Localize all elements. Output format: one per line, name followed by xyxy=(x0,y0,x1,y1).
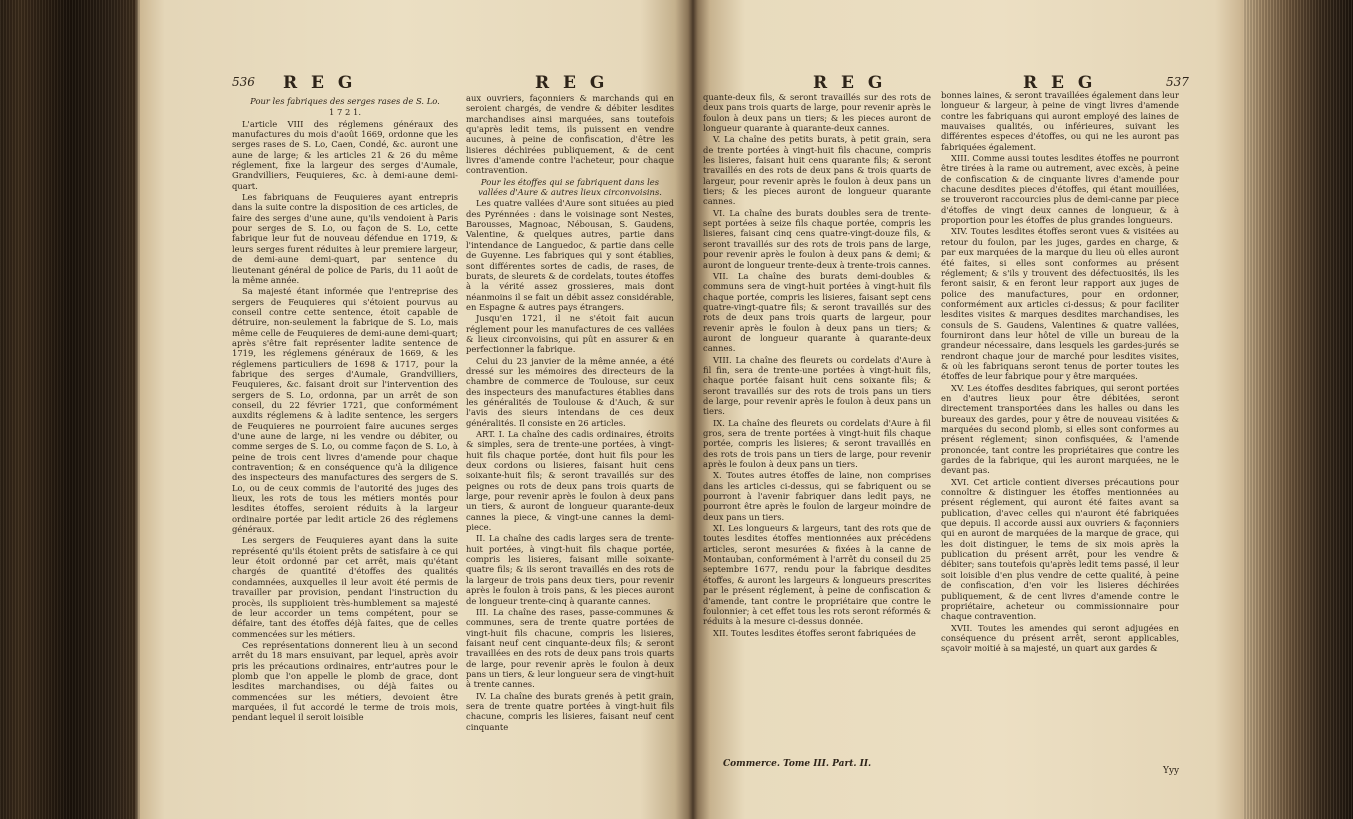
right-page-column-2 xyxy=(941,90,1179,768)
running-head-right-col2: R E G xyxy=(1023,73,1097,93)
page-number-left: 536 xyxy=(232,75,255,89)
paragraph: VIII. La chaîne des fleurets ou cordelats d'Aure à fil fin, sera de trente-une portées à vingt-huit fils, chaque portée faisant huit cens soixante fils; & seront travaillés sur des rots de trois pans un tiers de large, pour revenir après le foulon à deux pans un tiers. xyxy=(703,354,931,417)
paragraph: XVI. Cet article contient diverses précautions pour connoître & distinguer les étoffes mentionnées au présent réglement, qui auront été faites avant sa publication, d'avec celles qui n'auront été fabriquées que depuis. Il accorde aussi aux ouvriers & façonniers qui en auront de marquées de la marque de grace, qui les doit distinguer, le tems de six mois après la publication du présent arrêt, pour les vendre & débiter; sans toutefois qu'après ledit tems passé, il leur soit loisible d'en plus vendre de cette qualité, à peine de confiscation, d'en voir les lisieres déchirées publiquement, & de cent livres d'amende contre le propriétaire, acheteur ou commissionnaire pour chaque contravention. xyxy=(941,476,1179,622)
paragraph: Sa majesté étant informée que l'entreprise des sergers de Feuquieres qui s'étoient pourvus au conseil contre cette sentence, étoit capable de détruire, non-seulement la fabrique de S. Lo, mais même celle de Feuquieres de demi-aune demi-quart; après s'être fait représenter ladite sentence de 1719, les réglemens généraux de 1669, & les réglemens particuliers de 1698 & 1717, pour la fabrique des serges d'Aumale, Grandvilliers, Feuquieres, &c. faisant droit sur l'intervention des sergers de S. Lo, ordonna, par un arrêt de son conseil, du 22 février 1721, que conformément auxdits réglemens & à ladite sentence, les sergers de Feuquieres ne pourroient faire aucunes serges d'une aune de large, ni les vendre ou débiter, ou comme serges de S. Lo, ou comme façon de S. Lo, à peine de trois cent livres d'amende pour chaque contravention; & en conséquence qu'à la diligence des inspecteurs des manufactures des sergers de S. Lo, ou de ceux commis de l'autorité des juges des lieux, les rots de tous les métiers montés pour lesdites étoffes, seroient réduits à la largeur ordinaire portée par ledit article 26 des réglemens généraux. xyxy=(232,286,458,535)
signature-mark: Yyy xyxy=(1163,766,1180,776)
running-head-left-col2: R E G xyxy=(535,73,609,93)
paragraph: Celui du 23 janvier de la même année, a été dressé sur les mémoires des directeurs de la chambre de commerce de Toulouse, sur ceux des inspecteurs des manufactures établies dans les généralités de Toulouse & d'Auch, & sur l'avis des sieurs intendans de ces deux généralités. Il consiste en 26 articles. xyxy=(466,355,674,428)
paragraph: IX. La chaîne des fleurets ou cordelats d'Aure à fil gros, sera de trente portées à vingt-huit fils chaque portée, compris les lisieres; & seront travaillés en des rots de trois pans un tiers de large, pour revenir après le foulon à deux pans un tiers. xyxy=(703,417,931,470)
paragraph: VI. La chaîne des burats doubles sera de trente-sept portées à seize fils chaque portée, compris les lisieres, faisant cinq cens quatre-vingt-douze fils, & seront travaillés sur des rots de trois pans de large, pour revenir après le foulon à deux pans & demi; & auront de longueur trente-deux à trente-trois cannes. xyxy=(703,207,931,270)
paragraph: III. La chaîne des rases, passe-communes & communes, sera de trente quatre portées de vingt-huit fils chacune, compris les lisieres, faisant neuf cent cinquante-deux fils; & seront travaillées en des rots de deux pans trois quarts de large, pour revenir après le foulon à deux pans un tiers, & leur longueur sera de vingt-huit à trente cannes. xyxy=(466,606,674,690)
paragraph: bonnes laines, & seront travaillées également dans leur longueur & largeur, à peine de vingt livres d'amende contre les fabriquans qui auront employé des laines de mauvaises qualités, ou inférieures, suivant les différentes especes d'étoffes, ou qui ne les auront pas fabriquées également. xyxy=(941,90,1179,152)
paragraph: VII. La chaîne des burats demi-doubles & communs sera de vingt-huit portées à vingt-huit fils chaque portée, compris les lisieres, faisant sept cens quatre-vingt-quatre fils; & seront travaillés sur des rots de deux pans trois quarts de largeur, pour revenir après le foulon à deux pans un tiers; & auront de longueur quarante à quarante-deux cannes. xyxy=(703,270,931,354)
paragraph: ART. I. La chaîne des cadis ordinaires, étroits & simples, sera de trente-une portées, à vingt-huit fils chaque portée, dont huit fils pour les deux cordons ou lisieres, faisant huit cens soixante-huit fils; & seront travaillés sur des peignes ou rots de deux pans trois quarts de large, pour revenir après le foulon à deux pans un tiers, & auront de longueur quarante-deux cannes la piece, & vingt-une cannes la demi-piece. xyxy=(466,429,674,533)
paragraph: XV. Les étoffes desdites fabriques, qui seront portées en d'autres lieux pour être débitées, seront directement transportées dans les halles ou dans les bureaux des gardes, pour y être de nouveau visitées & marquées du second plomb, si elles sont conformes au présent réglement; sinon confisquées, & l'amende prononcée, tant contre les propriétaires que contre les gardes de la fabrique, qui les auront marquées, ne le devant pas. xyxy=(941,382,1179,476)
paragraph: XII. Toutes lesdites étoffes seront fabriquées de xyxy=(713,627,916,638)
paragraph: Pour les étoffes qui se fabriquent dans les vallées d'Aure & autres lieux circonvoisins. xyxy=(478,176,662,198)
paragraph: quante-deux fils, & seront travaillés sur des rots de deux pans trois quarts de large, pour revenir après le foulon à deux pans un tiers; & les pieces auront de longueur quarante à quarante-deux cannes. xyxy=(703,92,931,134)
paragraph: aux ouvriers, façonniers & marchands qui en seroient chargés, de vendre & débiter lesdites marchandises ainsi marquées, sans toutefois qu'après ledit tems, ils puissent en vendre aucunes, à peine de confiscation, d'être les lisieres déchirées publiquement, & de cent livres d'amende contre l'acheteur, pour chaque contravention. xyxy=(466,93,674,176)
left-page-column-2 xyxy=(466,93,674,773)
paragraph: Les sergers de Feuquieres ayant dans la suite représenté qu'ils étoient prêts de satisfaire à ce qui leur étoit ordonné par cet arrêt, mais qu'étant chargés de quantité d'étoffes des qualités condamnées, auxquelles il leur avoit été permis de travailler par provision, pendant l'instruction du procès, ils supplioient très-humblement sa majesté de leur accorder un tems compétent, pour se défaire, tant des étoffes déjà faites, que de celles commencées sur les métiers. xyxy=(232,535,458,639)
page-number-right: 537 xyxy=(1166,75,1189,89)
right-page xyxy=(693,0,1353,819)
paragraph: Les quatre vallées d'Aure sont situées au pied des Pyrénnées : dans le voisinage sont Nestes, Barousses, Magnoac, Nébousan, S. Gaudens, Valentine, & quelques autres, partie dans l'intendance de Languedoc, & partie dans celle de Guyenne. Les fabriques qui y sont établies, sont différentes sortes de cadis, de rases, de burats, de sleurets & de cordelats, toutes étoffes à la vérité assez grossieres, mais dont néanmoins il se fait un débit assez considérable, en Espagne & autres pays étrangers. xyxy=(466,198,674,312)
paragraph: Jusqu'en 1721, il ne s'étoit fait aucun réglement pour les manufactures de ces vallées & lieux circonvoisins, qui pût en assurer & en perfectionner la fabrique. xyxy=(466,313,674,355)
paragraph: XIII. Comme aussi toutes lesdites étoffes ne pourront être tirées à la rame ou autrement, avec excès, à peine de confiscation & de cinquante livres d'amende pour chacune desdites pieces d'étoffes, qui étant mouillées, se trouveront raccourcies plus de demi-canne par piece d'étoffes de vingt deux cannes de longueur, & à proportion pour les étoffes de plus grandes longueurs. xyxy=(941,153,1179,226)
paragraph: V. La chaîne des petits burats, à petit grain, sera de trente portées à vingt-huit fils chacune, compris les lisieres, faisant huit cens quarante fils; & seront travaillés en des rots de deux pans & trois quarts de largeur, pour revenir après le foulon à deux pans un tiers; & les pieces auront de longueur quarante cannes. xyxy=(703,134,931,207)
paragraph: 1 7 2 1. xyxy=(329,107,361,118)
paragraph: Pour les fabriques des serges rases de S. Lo. xyxy=(250,96,440,106)
paragraph: XVII. Toutes les amendes qui seront adjugées en conséquence du présent arrêt, seront applicables, sçavoir moitié à sa majesté, un quart aux gardes & xyxy=(941,622,1179,654)
paragraph: XI. Les longueurs & largeurs, tant des rots que de toutes lesdites étoffes mentionnées aux précédens articles, seront mesurées & fixées à la canne de Montauban, conformément à l'arrêt du conseil du 25 septembre 1677, rendu pour la fabrique desdites étoffes, & auront les largeurs & longueurs prescrites par le présent réglement, à peine de confiscation & d'amende, tant contre le propriétaire que contre le foulonnier; à cet effet tous les rots seront réformés & réduits à la mesure ci-dessus donnée. xyxy=(703,523,931,627)
paragraph: Ces représentations donnerent lieu à un second arrêt du 18 mars ensuivant, par lequel, après avoir pris les précautions ordinaires, entr'autres pour le plomb que l'on appelle le plomb de grace, dont lesdites marchandises, ou déjà faites ou commencées sur les métiers, devoient être marquées, il fut accordé le terme de trois mois, pendant lequel il seroit loisible xyxy=(232,639,458,723)
footer-volume: Commerce. Tome III. Part. II. xyxy=(723,759,872,769)
running-head-left-col1: R E G xyxy=(283,73,357,93)
paragraph: L'article VIII des réglemens généraux des manufactures du mois d'août 1669, ordonne que les serges rases de S. Lo, Caen, Condé, &c. auront une aune de large; & les articles 21 & 26 du même réglement, fixe la largeur des serges d'Aumale, Grandvilliers, Feuquieres, &c. à demi-aune demi-quart. xyxy=(232,118,458,191)
right-page-column-1 xyxy=(703,92,931,747)
paragraph: XIV. Toutes lesdites étoffes seront vues & visitées au retour du foulon, par les juges, gardes en charge, & par eux marquées de la marque du lieu où elles auront été faites, si elles sont conformes au présent réglement; & s'ils y trouvent des défectuosités, ils les feront saisir, & en feront leur rapport aux juges de police des manufactures, pour en ordonner, conformément aux articles ci-dessus; & pour faciliter lesdites visites & marques desdites marchandises, les consuls de S. Gaudens, Valentines & quatre vallées, fourniront dans leur hôtel de ville un bureau de la grandeur nécessaire, dans lesquels les gardes-jurés se rendront chaque jour de marché pour lesdites visites, & où les fabriquans seront tenus de porter toutes les étoffes de leur fabrique pour y être marquées. xyxy=(941,226,1179,382)
paragraph: Les fabriquans de Feuquieres ayant entrepris dans la suite contre la disposition de ces articles, de faire des serges d'une aune, qu'ils vendoient à Paris pour serges de S. Lo, ou façon de S. Lo, cette fabrique leur fut de nouveau défendue en 1719, & leurs serges furent réduites à leur premiere largeur, de demi-aune demi-quart, par sentence du lieutenant général de police de Paris, du 11 août de la même année. xyxy=(232,192,458,285)
paragraph: II. La chaîne des cadis larges sera de trente-huit portées, à vingt-huit fils chaque portée, compris les lisieres, faisant mille soixante-quatre fils; & ils seront travaillés en des rots de la largeur de trois pans deux tiers, pour revenir après le foulon à trois pans, & les pieces auront de longueur trente-cinq à quarante cannes. xyxy=(466,533,674,606)
left-page-column-1 xyxy=(232,96,458,726)
running-head-right-col1: R E G xyxy=(813,73,887,93)
paragraph: IV. La chaîne des burats grenés à petit grain, sera de trente quatre portées à vingt-huit fils chacune, compris les lisieres, faisant neuf cent cinquante xyxy=(466,690,674,732)
paragraph: X. Toutes autres étoffes de laine, non comprises dans les articles ci-dessus, qui se fabriquent ou se pourront à l'avenir fabriquer dans ledit pays, ne pourront être après le foulon de largeur moindre de deux pans un tiers. xyxy=(703,470,931,522)
